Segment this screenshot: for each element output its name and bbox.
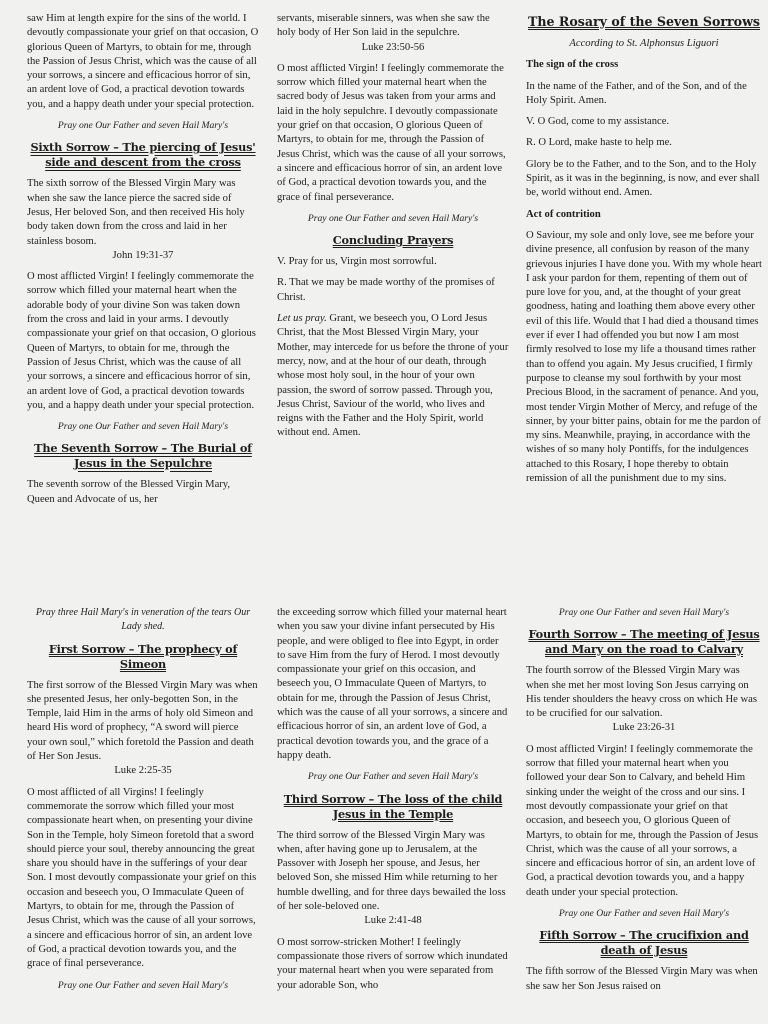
fourth-sorrow-heading: Fourth Sorrow – The meeting of Jesus and Mary on the road to Calvary xyxy=(528,627,760,657)
versicle: V. O God, come to my assistance. xyxy=(526,116,670,128)
scripture-citation: Luke 2:41-48 xyxy=(364,915,422,927)
third-sorrow-heading: Third Sorrow – The loss of the child Jesus in the Temple xyxy=(283,791,503,821)
section-label: Act of contrition xyxy=(526,208,601,220)
paragraph: the exceeding sorrow which filled your maternal heart when you saw your divine infant persecuted by His people, and were obliged to flee into Egypt, in order to save Him from the fury of Herod. I most devoutly compassionate your grief on this occasion, and beseech you, O Immaculate Queen of Martyrs, to obtain for me, through the Passion of Jesus Christ, which was the cause of all your sorrows, a sincere and efficacious horror of sin, an ardent love of God, a practical devotion towards you, and the grace of a happy death. xyxy=(277,607,508,761)
prayer-instruction: Pray one Our Father and seven Hail Mary's xyxy=(307,212,479,224)
paragraph: The seventh sorrow of the Blessed Virgin Mary, Queen and Advocate of us, her xyxy=(27,479,231,505)
bottom-column-1 xyxy=(27,606,259,1024)
paragraph: The third sorrow of the Blessed Virgin Mary was when, after having gone up to Jerusalem, at the Passover with Joseph her spouse, and Jesus, her beloved Son, she missed Him while returning to her humble dwelling, and for three days bewailed the loss of her sole-beloved one. xyxy=(277,829,506,913)
paragraph: O most afflicted Virgin! I feelingly commemorate the sorrow which filled your maternal heart when the adorable body of your divine Son was taken down from the cross and laid in your arms. I devoutly compassionate your grief on that occasion, O glorious Queen of Martyrs, to obtain for me, through the Passion of Jesus Christ, which was the cause of all your sorrows, a sincere and efficacious horror of sin, an ardent love of God, a practical devotion towards you, and a happy death under your special protection. xyxy=(27,271,256,411)
concluding-prayers-heading: Concluding Prayers xyxy=(332,233,454,248)
sixth-sorrow-heading: Sixth Sorrow – The piercing of Jesus' side and descent from the cross xyxy=(30,140,256,170)
document-subtitle: According to St. Alphonsus Liguori xyxy=(569,38,719,49)
prayer-instruction: Pray one Our Father and seven Hail Mary's xyxy=(57,421,229,433)
bottom-column-2 xyxy=(277,606,509,1024)
top-column-1 xyxy=(27,12,259,590)
prayer-instruction: Pray one Our Father and seven Hail Mary's xyxy=(307,771,479,783)
response: R. That we may be made worthy of the promises of Christ. xyxy=(277,277,495,303)
paragraph: O most afflicted of all Virgins! I feelingly commemorate the sorrow which filled your most compassionate heart when, on presenting your divine Son in the Temple, holy Simeon foretold that a sword should pierce your soul, thereby announcing the great share you should have in the sufferings of your dear Son. I most devoutly compassionate your grief on this occasion and beseech you, O Immaculate Queen of Martyrs, to obtain for me, through the Passion of Jesus Christ, which was the cause of all your sorrows, a sincere and efficacious horror of sin, an ardent love of God, a practical devotion towards you, and the grace of final perseverance. xyxy=(27,786,257,970)
top-column-2 xyxy=(277,12,509,590)
scripture-citation: Luke 23:50-56 xyxy=(361,41,425,53)
closing-prayer-text: Grant, we beseech you, O Lord Jesus Christ, that the Most Blessed Virgin Mary, your Mother, may intercede for us before the throne of your mercy, now, and at the hour of our death, through whose most holy soul, in the hour of your own passion, the sword of sorrow passed. Through you, Jesus Christ, Saviour of the world, who lives and reigns with the Father and the Holy Spirit, world without end. Amen. xyxy=(277,313,509,439)
prayer-instruction: Pray one Our Father and seven Hail Mary's xyxy=(57,979,229,991)
paragraph: servants, miserable sinners, was when she saw the holy body of Her Son laid in the sepulchre. xyxy=(277,13,490,39)
prayer-instruction: Pray one Our Father and seven Hail Mary's xyxy=(57,120,229,132)
paragraph: The first sorrow of the Blessed Virgin Mary was when she presented Jesus, her only-begotten Son, in the Temple, laid Him in the arms of holy old Simeon and heard His word of prophecy, “A sword will pierce your own soul,” which foretold the Passion and death of Her Son Jesus. xyxy=(27,679,258,763)
scripture-citation: Luke 23:26-31 xyxy=(612,722,676,734)
paragraph: Glory be to the Father, and to the Son, and to the Holy Spirit, as it was in the beginning, is now, and ever shall be, world without end. Amen. xyxy=(526,158,760,199)
paragraph: The sixth sorrow of the Blessed Virgin Mary was when she saw the lance pierce the sacred side of Jesus, Her beloved Son, and then received His holy body taken down from the cross and laid in her stainless bosom. xyxy=(27,178,245,247)
seventh-sorrow-heading: The Seventh Sorrow – The Burial of Jesus in the Sepulchre xyxy=(34,441,252,471)
prayer-instruction: Pray three Hail Mary's in veneration of the tears Our Lady shed. xyxy=(35,607,251,633)
paragraph: The fourth sorrow of the Blessed Virgin Mary was when she met her most loving Son Jesus carrying on His tender shoulders the heavy cross on which He was to be crucified for our salvation. xyxy=(526,665,757,720)
fifth-sorrow-heading: Fifth Sorrow – The crucifixion and death of Jesus xyxy=(539,928,749,958)
prayer-instruction: Pray one Our Father and seven Hail Mary's xyxy=(558,908,730,920)
prayer-instruction: Pray one Our Father and seven Hail Mary's xyxy=(558,607,730,618)
paragraph: O most sorrow-stricken Mother! I feelingly compassionate those rivers of sorrow which inundated your maternal heart when you were separated from your adorable Son, who xyxy=(277,936,508,991)
response: R. O Lord, make haste to help me. xyxy=(526,137,672,149)
paragraph: saw Him at length expire for the sins of the world. I devoutly compassionate your grief on that occasion, O glorious Queen of Martyrs, to obtain for me, through the Passion of Jesus Christ, which was the cause of all your sorrows, a sincere and efficacious horror of sin, an ardent love of God, a practical devotion towards you, and a happy death under your special protection. xyxy=(27,13,259,110)
first-sorrow-heading: First Sorrow – The prophecy of Simeon xyxy=(48,641,238,671)
paragraph: O Saviour, my sole and only love, see me before your divine presence, all confusion by reason of the many grievous injuries I have done you. With my whole heart I ask your pardon for them, repenting of them out of pure love for you, and, at the thought of your great goodness, hating and loathing them above every other evil of this life. Would that I had died a thousand times ever if ever I had offended you but now I am most firmly resolved to lose my life a thousand times rather than to offend you again. My Jesus crucified, I firmly purpose to cleanse my soul forthwith by your most Precious Blood, in the sacrament of penance. And you, most tender Virgin Mother of Mercy, and refuge of the sinner, by your bitter pains, obtain for me the pardon of my sins. Meanwhile, praying, in accordance with the wishes of so many holy Pontiffs, for the indulgences attached to this Rosary, I hope thereby to obtain remission of all the punishment due to my sins. xyxy=(526,229,762,485)
paragraph: In the name of the Father, and of the Son, and of the Holy Spirit. Amen. xyxy=(526,80,747,106)
let-us-pray-label: Let us pray. xyxy=(277,313,327,325)
versicle: V. Pray for us, Virgin most sorrowful. xyxy=(277,256,437,268)
paragraph: The fifth sorrow of the Blessed Virgin Mary was when she saw her Son Jesus raised on xyxy=(526,966,758,992)
document-title: The Rosary of the Seven Sorrows xyxy=(527,14,761,29)
section-label: The sign of the cross xyxy=(526,59,619,71)
paragraph: O most afflicted Virgin! I feelingly commemorate the sorrow that filled your maternal heart when you followed your dear Son to Calvary, and beheld Him sinking under the weight of the cross and our sins. I most devoutly compassionate your grief on that occasion, and beseech you, O glorious Queen of Martyrs, to obtain for me, through the Passion of Jesus Christ, which was the cause of all your sorrows, a sincere and efficacious horror of sin, an ardent love of God, a practical devotion towards you, and a happy death under your special protection. xyxy=(526,743,759,898)
paragraph xyxy=(277,312,509,441)
scripture-citation: John 19:31-37 xyxy=(112,249,174,261)
paragraph: O most afflicted Virgin! I feelingly commemorate the sorrow which filled your maternal heart when the sacred body of Jesus was taken from your arms and laid in the holy sepulchre. I devoutly compassionate your grief on that occasion, O glorious Queen of Martyrs, to obtain for me, through the Passion of Jesus Christ, which was the cause of all your sorrows, a sincere and efficacious horror of sin, an ardent love of God, a practical devotion towards you, and the grace of final perseverance. xyxy=(277,62,506,203)
top-column-3 xyxy=(526,14,762,590)
bottom-column-3 xyxy=(526,606,762,1024)
scripture-citation: Luke 2:25-35 xyxy=(114,765,172,777)
